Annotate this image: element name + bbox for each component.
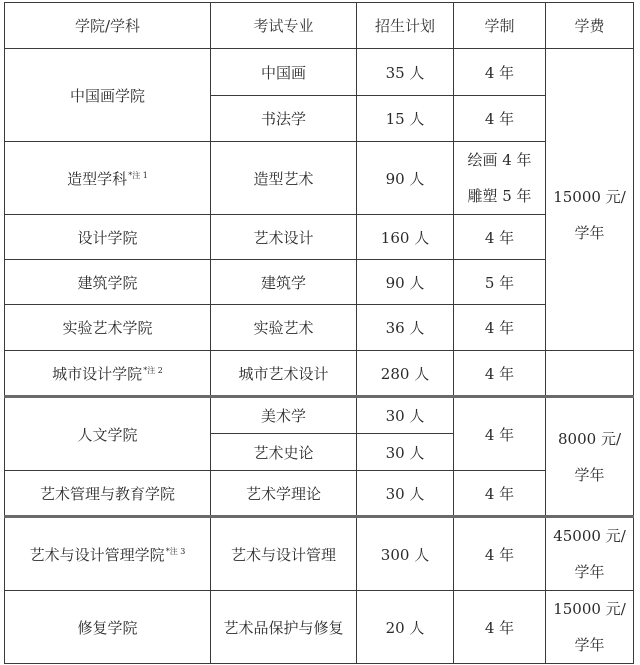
plan-cell: 90 人 xyxy=(357,142,454,215)
fee-cell-empty xyxy=(546,351,634,397)
major-cell: 艺术品保护与修复 xyxy=(211,591,357,664)
header-major: 考试专业 xyxy=(211,3,357,49)
major-cell: 实验艺术 xyxy=(211,305,357,351)
plan-cell: 30 人 xyxy=(357,434,454,471)
duration-cell: 5 年 xyxy=(454,260,546,305)
duration-cell: 4 年 xyxy=(454,215,546,260)
college-cell: 艺术管理与教育学院 xyxy=(5,471,211,517)
header-row xyxy=(5,3,634,49)
plan-cell: 20 人 xyxy=(357,591,454,664)
header-college: 学院/学科 xyxy=(5,3,211,49)
major-cell: 造型艺术 xyxy=(211,142,357,215)
plan-cell: 160 人 xyxy=(357,215,454,260)
duration-cell: 4 年 xyxy=(454,305,546,351)
duration-cell: 4 年 xyxy=(454,49,546,96)
plan-cell: 30 人 xyxy=(357,471,454,517)
major-cell: 艺术史论 xyxy=(211,434,357,471)
duration-cell: 4 年 xyxy=(454,471,546,517)
table-row xyxy=(5,351,634,397)
college-cell: 城市设计学院$^{*注 2}$ xyxy=(5,351,211,397)
college-cell: 艺术与设计管理学院$^{*注 3}$ xyxy=(5,517,211,591)
duration-cell: 4 年 xyxy=(454,351,546,397)
major-cell: 艺术设计 xyxy=(211,215,357,260)
duration-cell: 4 年 xyxy=(454,397,546,471)
major-cell: 书法学 xyxy=(211,96,357,142)
plan-cell: 90 人 xyxy=(357,260,454,305)
plan-cell: 300 人 xyxy=(357,517,454,591)
table-row xyxy=(5,305,634,351)
major-cell: 中国画 xyxy=(211,49,357,96)
plan-cell: 30 人 xyxy=(357,397,454,434)
admissions-table-container xyxy=(4,2,634,664)
college-cell: 中国画学院 xyxy=(5,49,211,142)
college-cell: 造型学科$^{*注 1}$ xyxy=(5,142,211,215)
footnote-marker: *注 1 xyxy=(128,170,148,180)
table-row xyxy=(5,397,634,434)
table-row xyxy=(5,591,634,664)
plan-cell: 15 人 xyxy=(357,96,454,142)
major-cell: 城市艺术设计 xyxy=(211,351,357,397)
table-row xyxy=(5,260,634,305)
fee-cell: 15000 元/ 学年 xyxy=(546,49,634,351)
header-plan: 招生计划 xyxy=(357,3,454,49)
fee-cell: 15000 元/ 学年 xyxy=(546,591,634,664)
college-cell: 人文学院 xyxy=(5,397,211,471)
fee-cell: 45000 元/ 学年 xyxy=(546,517,634,591)
fee-cell: 8000 元/ 学年 xyxy=(546,397,634,517)
college-cell: 实验艺术学院 xyxy=(5,305,211,351)
footnote-marker: *注 2 xyxy=(143,365,163,375)
major-cell: 建筑学 xyxy=(211,260,357,305)
duration-cell: 4 年 xyxy=(454,96,546,142)
college-cell: 修复学院 xyxy=(5,591,211,664)
duration-cell: 绘画 4 年 雕塑 5 年 xyxy=(454,142,546,215)
table-row xyxy=(5,517,634,591)
plan-cell: 35 人 xyxy=(357,49,454,96)
footnote-marker: *注 3 xyxy=(165,546,186,556)
table-row xyxy=(5,142,634,215)
major-cell: 艺术学理论 xyxy=(211,471,357,517)
table-row xyxy=(5,471,634,517)
plan-cell: 280 人 xyxy=(357,351,454,397)
major-cell: 艺术与设计管理 xyxy=(211,517,357,591)
college-cell: 建筑学院 xyxy=(5,260,211,305)
table-row xyxy=(5,215,634,260)
major-cell: 美术学 xyxy=(211,397,357,434)
duration-cell: 4 年 xyxy=(454,517,546,591)
header-duration: 学制 xyxy=(454,3,546,49)
college-cell: 设计学院 xyxy=(5,215,211,260)
duration-cell: 4 年 xyxy=(454,591,546,664)
plan-cell: 36 人 xyxy=(357,305,454,351)
table-row xyxy=(5,49,634,96)
header-fee: 学费 xyxy=(546,3,634,49)
admissions-table xyxy=(4,2,634,664)
